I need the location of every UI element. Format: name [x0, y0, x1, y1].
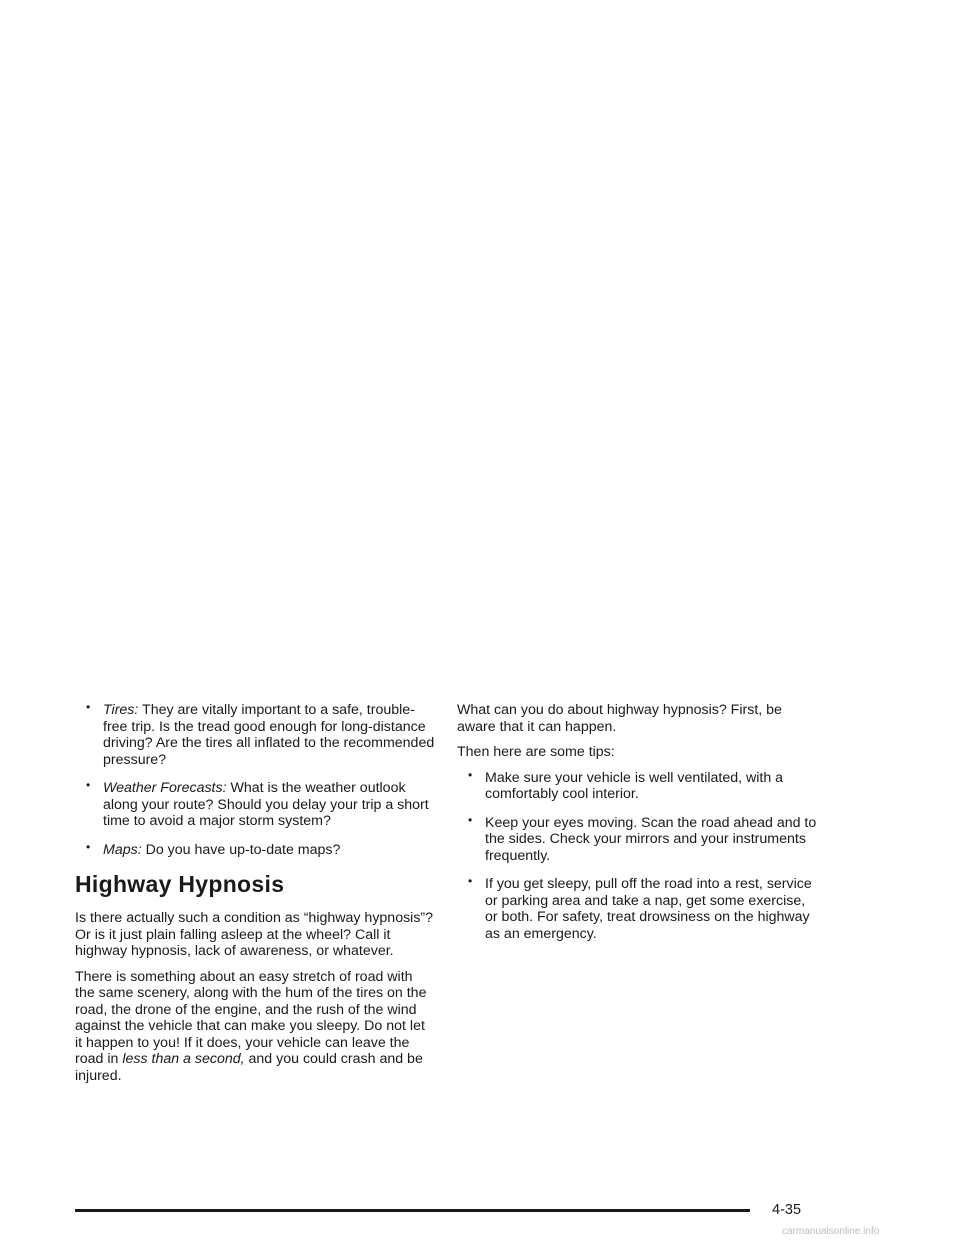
paragraph-tips-intro: Then here are some tips:	[457, 744, 615, 760]
bullet-icon: •	[468, 812, 473, 827]
right-column	[457, 702, 817, 954]
page-number: 4-35	[772, 1202, 802, 1218]
paragraph-condition: Is there actually such a condition as “highway hypnosis”? Or is it just plain falling asleep at the wheel? Call it highway hypnosis, lack of awareness, or whatever.	[75, 910, 434, 959]
paragraph-what-to-do: What can you do about highway hypnosis? First, be aware that it can happen.	[457, 702, 782, 735]
bullet-text: They are vitally important to a safe, trouble-free trip. Is the tread good enough for long-distance driving? Are the tires all inflated to the recommended pressure?	[103, 702, 435, 768]
bullet-tires	[75, 702, 435, 768]
tip-text: If you get sleepy, pull off the road into a rest, service or parking area and take a nap, get some exercise, or both. For safety, treat drowsiness on the highway as an emergency.	[485, 876, 812, 942]
paragraph-text-end: and you could crash and be injured.	[75, 1051, 423, 1084]
tip-item	[457, 767, 817, 803]
footer-rule	[75, 1209, 750, 1212]
bullet-icon: •	[468, 874, 473, 888]
bullet-weather-forecasts	[75, 780, 435, 830]
section-heading: Highway Hypnosis	[75, 871, 285, 897]
paragraph-warning	[75, 969, 435, 1085]
tip-text: Make sure your vehicle is well ventilated, with a comfortably cool interior.	[485, 769, 784, 802]
bullet-icon: •	[86, 839, 91, 854]
tip-item	[457, 876, 817, 942]
bullet-term: Maps:	[103, 841, 142, 858]
tip-item	[457, 812, 817, 865]
bullet-term: Tires:	[103, 702, 139, 718]
bullet-term: Weather Forecasts:	[103, 780, 227, 796]
left-column	[75, 702, 435, 1093]
bullet-icon: •	[86, 700, 91, 714]
watermark: carmanualsonline.info	[782, 1226, 880, 1237]
bullet-icon: •	[468, 767, 473, 782]
bullet-text: Do you have up-to-date maps?	[145, 841, 341, 858]
emphasis-text: less than a second,	[122, 1051, 245, 1067]
bullet-maps	[75, 839, 435, 859]
bullet-text: What is the weather outlook along your route? Should you delay your trip a short time to avoid a major storm system?	[103, 780, 429, 829]
bullet-icon: •	[86, 778, 91, 792]
tip-text: Keep your eyes moving. Scan the road ahead and to the sides. Check your mirrors and your instruments frequently.	[485, 814, 817, 864]
paragraph-text: There is something about an easy stretch of road with the same scenery, along with the hum of the tires on the road, the drone of the engine, and the rush of the wind against the vehicle that can make you sleepy. Do not let it happen to you! If it does, your vehicle can leave the road in	[75, 968, 427, 1067]
